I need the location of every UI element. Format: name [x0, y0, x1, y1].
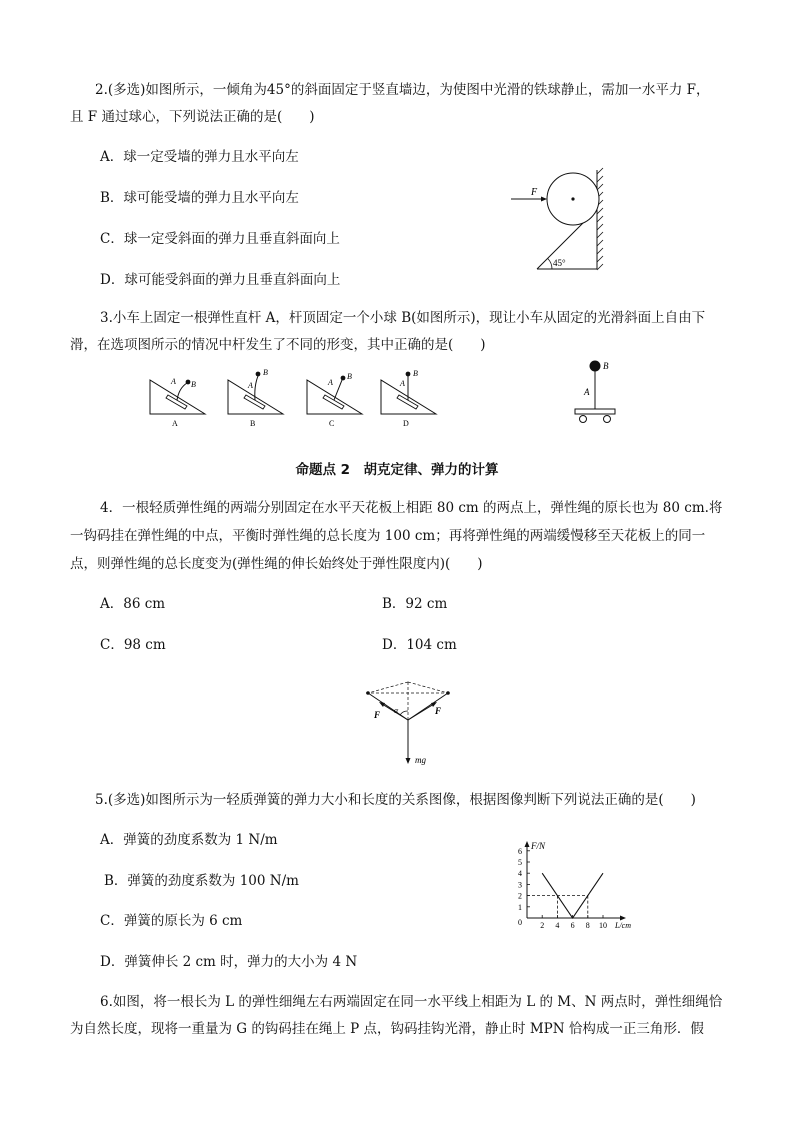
svg-text:B: B	[413, 369, 418, 378]
q4-line3: 点，则弹性绳的总长度变为(弹性绳的伸长始终处于弹性限度内)( )	[70, 556, 483, 572]
y-axis-label: F/N	[531, 841, 546, 851]
q2-option-b: B．球可能受墙的弹力且水平向左	[100, 190, 299, 206]
q3-line2: 滑，在选项图所示的情况中杆发生了不同的形变，其中正确的是( )	[70, 337, 486, 353]
y-tick-label: 6	[518, 846, 522, 856]
origin-label: 0	[518, 918, 522, 927]
x-tick-label: 6	[570, 921, 575, 930]
q4-option-c: C．98 cm	[100, 637, 166, 653]
svg-text:A: A	[328, 378, 333, 387]
angle-alpha: α	[394, 706, 399, 715]
q4-option-a: A．86 cm	[100, 596, 166, 612]
q4-line2: 一钩码挂在弹性绳的中点，平衡时弹性绳的总长度为 100 cm；再将弹性绳的两端缓慢移至天花板上的同一	[70, 528, 706, 544]
svg-text:A: A	[171, 377, 176, 386]
svg-text:B: B	[347, 372, 352, 381]
q2-line1: 2.(多选)如图所示，一倾角为45°的斜面固定于竖直墙边，为使图中光滑的铁球静止，需加一水平力 F，	[95, 82, 710, 98]
q3-options-figure	[145, 366, 445, 430]
q2-option-d: D．球可能受斜面的弹力且垂直斜面向上	[100, 272, 341, 288]
x-tick-label: 4	[555, 921, 560, 930]
q3-option-c-figure	[307, 372, 362, 428]
q5-option-c: C．弹簧的原长为 6 cm	[100, 913, 243, 929]
y-tick-label: 3	[518, 880, 522, 890]
q3-option-b-figure	[228, 368, 283, 428]
q2-option-a: A．球一定受墙的弹力且水平向左	[100, 149, 299, 165]
q6-line1: 6.如图，将一根长为 L 的弹性细绳左右两端固定在同一水平线上相距为 L 的 M、N 两点时，弹性细绳恰	[100, 994, 723, 1010]
wall-hatching	[597, 168, 603, 270]
force-label: F	[531, 187, 538, 198]
angle-arc	[548, 258, 552, 269]
y-tick-label: 2	[518, 891, 522, 901]
q2-figure	[505, 168, 610, 273]
q3-option-a-figure	[150, 377, 205, 428]
ball-center	[571, 197, 574, 200]
q3-cart-figure	[570, 358, 620, 428]
svg-text:A: A	[400, 379, 405, 388]
svg-text:B: B	[603, 361, 609, 371]
x-tick-label: 8	[585, 921, 590, 930]
q3-option-a-label: A	[172, 419, 178, 428]
force-right-arrow	[408, 704, 434, 720]
q5-option-b: B．弹簧的劲度系数为 100 N/m	[104, 873, 299, 889]
svg-text:B: B	[191, 380, 196, 389]
q3-option-d-label: D	[403, 419, 409, 428]
x-tick-label: 2	[540, 921, 545, 930]
q3-option-b-label: B	[250, 419, 256, 428]
q5-chart	[505, 838, 645, 938]
cart-wheel-left	[580, 416, 587, 423]
svg-text:A: A	[584, 387, 590, 397]
force-arrowhead	[541, 197, 547, 202]
cart-wheel-right	[604, 416, 611, 423]
q2-line2: 且 F 通过球心，下列说法正确的是( )	[70, 109, 315, 125]
q3-option-d-figure	[381, 369, 436, 428]
q6-line2: 为自然长度，现将一重量为 G 的钩码挂在绳上 P 点，钩码挂钩光滑，静止时 MPN 恰构成一正三角形．假	[70, 1021, 704, 1037]
x-tick-label: 10	[599, 921, 607, 930]
q4-option-b: B．92 cm	[382, 596, 448, 612]
q4-figure	[360, 678, 460, 770]
q3-line1: 3.小车上固定一根弹性直杆 A，杆顶固定一个小球 B(如图所示)，现让小车从固定的光滑斜面上自由下	[100, 310, 706, 326]
q5-option-d: D．弹簧伸长 2 cm 时，弹力的大小为 4 N	[100, 954, 358, 970]
q4-line1: 4．一根轻质弹性绳的两端分别固定在水平天花板上相距 80 cm 的两点上，弹性绳的原长也为 80 cm.将	[100, 500, 723, 516]
x-axis-label: L/cm	[615, 921, 631, 930]
y-tick-label: 1	[518, 902, 522, 912]
section-title: 命题点 2 胡克定律、弹力的计算	[295, 462, 499, 478]
y-tick-label: 4	[518, 869, 522, 879]
svg-text:B: B	[263, 368, 268, 377]
q5-line1: 5.(多选)如图所示为一轻质弹簧的弹力大小和长度的关系图像，根据图像判断下列说法正确的是( )	[95, 792, 696, 808]
q4-option-d: D．104 cm	[382, 637, 457, 653]
cart-body	[575, 409, 615, 414]
ball-b	[590, 361, 601, 372]
q2-option-c: C．球一定受斜面的弹力且垂直斜面向上	[100, 231, 340, 247]
angle-label: 45°	[553, 258, 566, 268]
q3-option-c-label: C	[329, 419, 335, 428]
y-tick-label: 5	[518, 858, 522, 867]
q5-option-a: A．弹簧的劲度系数为 1 N/m	[100, 832, 278, 848]
svg-text:F: F	[435, 706, 442, 716]
weight-label: mg	[415, 755, 426, 765]
svg-text:F: F	[374, 710, 381, 720]
svg-text:A: A	[248, 381, 253, 390]
